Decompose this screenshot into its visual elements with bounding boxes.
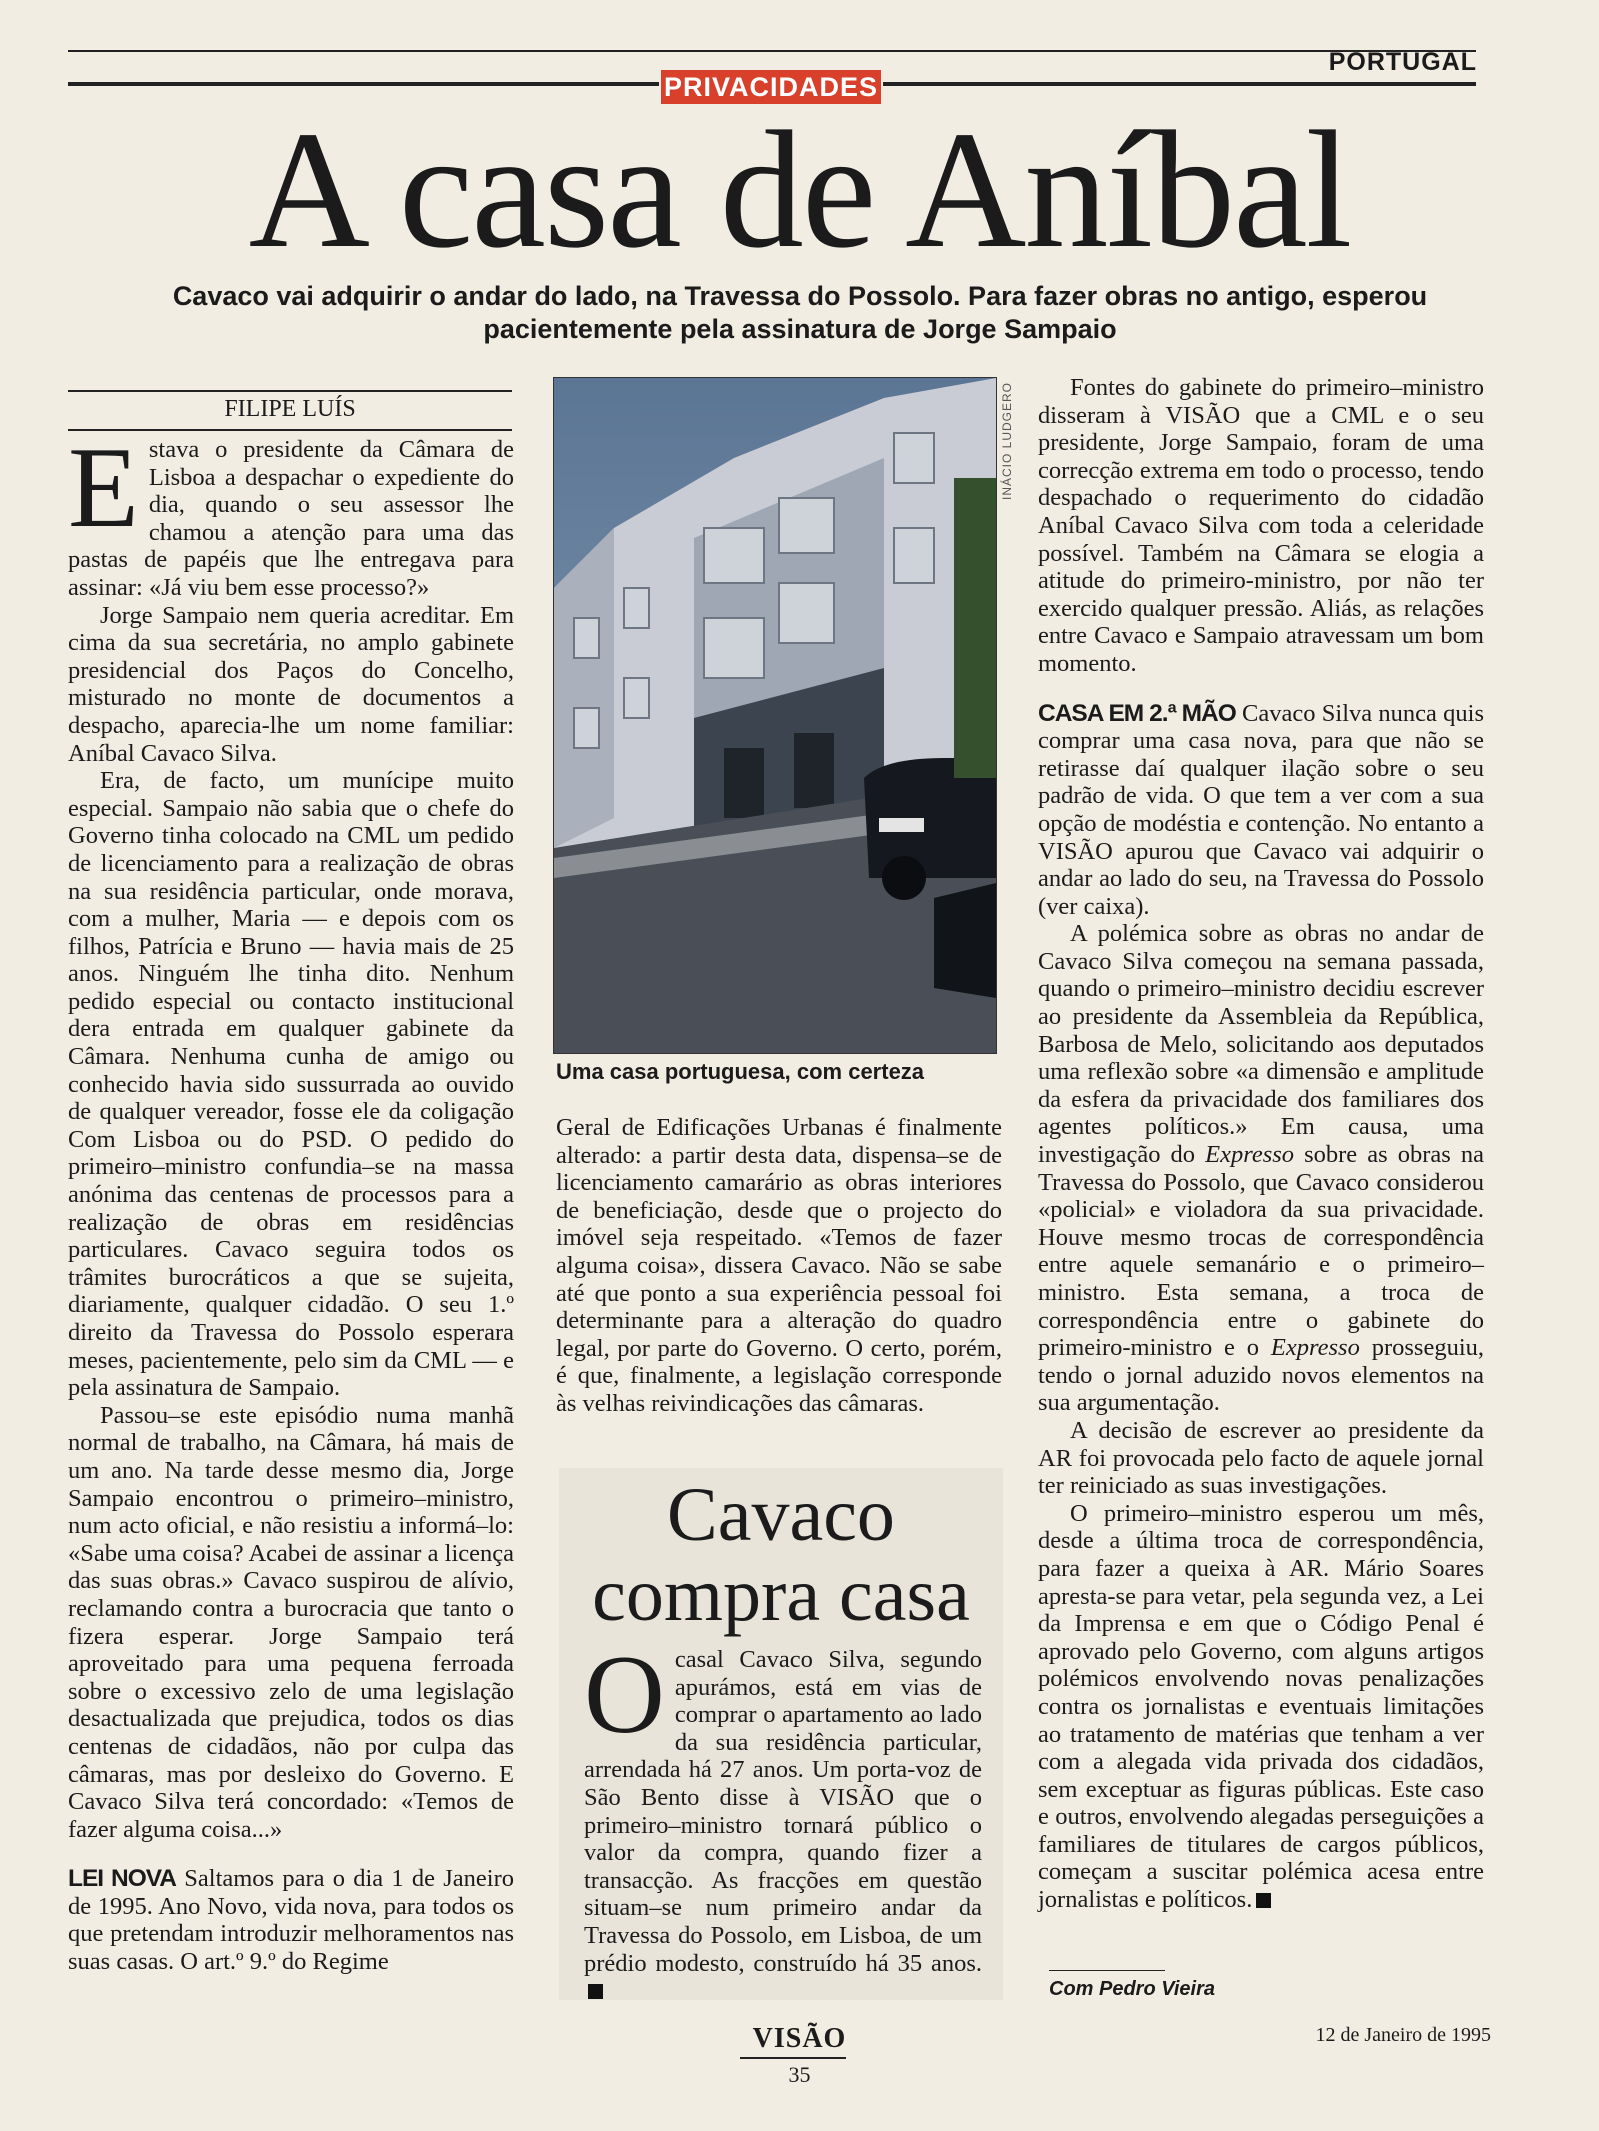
building-photo: [553, 377, 997, 1054]
sidebar-title-line-2: compra casa: [592, 1553, 970, 1637]
expresso-ref-2: Expresso: [1270, 1334, 1360, 1362]
dropcap: E: [68, 424, 139, 552]
subhead-lei-nova: LEI NOVA: [68, 1865, 177, 1893]
byline: FILIPE LUÍS: [68, 390, 512, 431]
credit-rule: [1049, 1970, 1165, 1971]
top-rule-thin: [68, 50, 1476, 52]
article-column-1: [68, 424, 515, 1976]
paragraph-5: Saltamos para o dia 1 de Janeiro de 1995. Ano Novo, vida nova, para todos os que pretendam introduzir melhoramentos nas suas casas. O art.º 9.º do Regime: [68, 1865, 515, 1976]
paragraph-9c: prosseguiu, tendo o jornal aduzido novos elementos na sua argumentação.: [1038, 1334, 1485, 1417]
visao-end-mark-icon: [1256, 1893, 1271, 1908]
article-column-2: [556, 1114, 1002, 1418]
country-label: PORTUGAL: [1328, 48, 1477, 76]
paragraph-8: Cavaco Silva nunca quis comprar uma casa nova, para que não se retirasse daí qualquer ilação sobre o seu padrão de vida. O que tem a ver com a sua opção de modéstia e contenção. No entanto a VISÃO apurou que Cavaco vai adquirir o andar ao lado do seu, na Travessa do Possolo (ver caixa).: [1038, 699, 1484, 920]
headline: A casa de Aníbal: [248, 97, 1351, 283]
paragraph-9b: sobre as obras na Travessa do Possolo, que Cavaco considerou «policial» e violadora da sua privacidade. Houve mesmo trocas de correspondência entre aquele semanário e o primeiro–ministro. Esta semana, a troca de correspondência entre o gabinete do primeiro-ministro e o: [1038, 1141, 1485, 1362]
contributor-credit: Com Pedro Vieira: [1049, 1978, 1215, 2000]
sidebar-dropcap: O: [584, 1633, 665, 1757]
folio-rule: [740, 2057, 846, 2059]
subhead-casa-em-2a-mao: CASA EM 2.ª MÃO: [1038, 699, 1236, 727]
photo-credit: INÁCIO LUDGERO: [1000, 381, 1014, 500]
paragraph-7: Fontes do gabinete do primeiro–ministro disseram à VISÃO que a CML e o seu presidente, Jorge Sampaio, foram de uma correcção extrema em todo o processo, tendo despachado o requerimento do cidadão Aníbal Cavaco Silva com toda a celeridade possível. Também na Câmara se elogia a atitude do primeiro-ministro, por não ter exercido qualquer pressão. Aliás, as relações entre Cavaco e Sampaio atravessam um bom momento.: [1038, 374, 1484, 677]
issue-date: 12 de Janeiro de 1995: [1315, 2024, 1491, 2046]
sidebar-text: [584, 1633, 982, 2005]
page-number: 35: [788, 2062, 811, 2087]
section-tag: PRIVACIDADES: [659, 68, 883, 106]
paragraph-1: stava o presidente da Câmara de Lisboa a despachar o expediente do dia, quando o seu assessor lhe chamou a atenção para uma das pastas de papéis que lhe entregava para assinar: «Já viu bem esse processo?»: [68, 436, 514, 601]
magazine-name: VISÃO: [752, 2023, 847, 2054]
paragraph-9a: A polémica sobre as obras no andar de Cavaco Silva começou na semana passada, quando o primeiro–ministro decidiu escrever ao presidente da Assembleia da República, Barbosa de Melo, solicitando aos deputados uma reflexão sobre «a dimensão e amplitude da esfera da privacidade dos familiares dos agentes políticos.» Em causa, uma investigação do: [1038, 920, 1484, 1169]
article-column-3: [1038, 374, 1484, 1914]
sidebar-title-line-1: Cavaco: [667, 1473, 895, 1557]
photo-caption: Uma casa portuguesa, com certeza: [556, 1059, 925, 1084]
paragraph-4: Passou–se este episódio numa manhã normal de trabalho, na Câmara, há mais de um ano. Na tarde desse mesmo dia, Jorge Sampaio encontrou o primeiro–ministro, num acto oficial, e não resistiu a informá–lo: «Sabe uma coisa? Acabei de assinar a licença das suas obras.» Cavaco suspirou de alívio, reclamando contra a burocracia que tanto o fizera esperar. Jorge Sampaio terá aproveitado para uma pequena ferroada sobre o excessivo zelo de uma legislação desactualizada que prejudica, todos os dias centenas de cidadãos, não por culpa das câmaras, mas por desleixo do Governo. E Cavaco Silva terá concordado: «Temos de fazer alguma coisa...»: [68, 1401, 514, 1843]
visao-end-mark-icon: [588, 1984, 603, 1999]
building-illustration: [554, 378, 996, 1053]
sidebar-title: [559, 1475, 1003, 1635]
dek: Cavaco vai adquirir o andar do lado, na Travessa do Possolo. Para fazer obras no antigo, esperou pacientemente pela assinatura de Jorge Sampaio: [172, 281, 1428, 344]
sidebar-paragraph: casal Cavaco Silva, segundo apurámos, está em vias de comprar o apartamento ao lado da sua residência particular, arrendada há 27 anos. Um porta-voz de São Bento disse à VISÃO que o primeiro–ministro tornará público o valor da compra, quando fizer a transacção. As fracções em questão situam–se num primeiro andar da Travessa do Possolo, em Lisboa, de um prédio modesto, construído há 35 anos.: [584, 1646, 982, 1977]
paragraph-2: Jorge Sampaio nem queria acreditar. Em cima da sua secretária, no amplo gabinete presidencial dos Paços do Concelho, misturado no monte de documentos a despacho, aparecia-lhe um nome familiar: Aníbal Cavaco Silva.: [68, 601, 514, 767]
paragraph-6: Geral de Edificações Urbanas é finalmente alterado: a partir desta data, dispensa–se de licenciamento camarário as obras interiores de beneficiação, desde que o projecto do imóvel seja respeitado. «Temos de fazer alguma coisa», dissera Cavaco. Não se sabe até que ponto a sua experiência pessoal foi determinante para a alteração do quadro legal, por parte do Governo. O certo, porém, é que, finalmente, a legislação corresponde às velhas reivindicações das câmaras.: [556, 1114, 1002, 1417]
expresso-ref-1: Expresso: [1205, 1141, 1295, 1169]
paragraph-11: O primeiro–ministro esperou um mês, desde a última troca de correspondência, para fazer a queixa à AR. Mário Soares apresta-se para vetar, pela segunda vez, a Lei da Imprensa e em que o Código Penal é aprovado pelo Governo, com alguns artigos polémicos envolvendo novas penalizações contra os jornalistas e eventuais limitações ao tratamento de matérias que tenham a ver com a alegada vida privada dos cidadãos, sem exceptuar as figuras públicas. Este caso e outros, envolvendo alegadas perseguições a familiares de titulares de cargos públicos, começam a suscitar polémica acesa entre jornalistas e políticos.: [1038, 1499, 1484, 1914]
paragraph-10: A decisão de escrever ao presidente da AR foi provocada pelo facto de aquele jornal ter reiniciado as suas investigações.: [1038, 1416, 1484, 1500]
paragraph-3: Era, de facto, um munícipe muito especial. Sampaio não sabia que o chefe do Governo tinha colocado na CML um pedido de licenciamento para a realização de obras na sua residência particular, onde morava, com a mulher, Maria — e depois com os filhos, Patrícia e Bruno — havia mais de 25 anos. Ninguém lhe tinha dito. Nenhum pedido especial ou contacto institucional dera entrada em qualquer gabinete da Câmara. Nenhuma cunha de amigo ou conhecido havia sido sussurrada ao ouvido de qualquer vereador, fosse ele da coligação Com Lisboa ou do PSD. O pedido do primeiro–ministro confundia–se na massa anónima das centenas de processos para a realização de obras em residências particulares. Cavaco seguira todos os trâmites burocráticos a que se sujeita, diariamente, qualquer cidadão. O seu 1.º direito da Travessa do Possolo esperara meses, pacientemente, pelo sim da CML — e pela assinatura de Sampaio.: [68, 767, 514, 1402]
